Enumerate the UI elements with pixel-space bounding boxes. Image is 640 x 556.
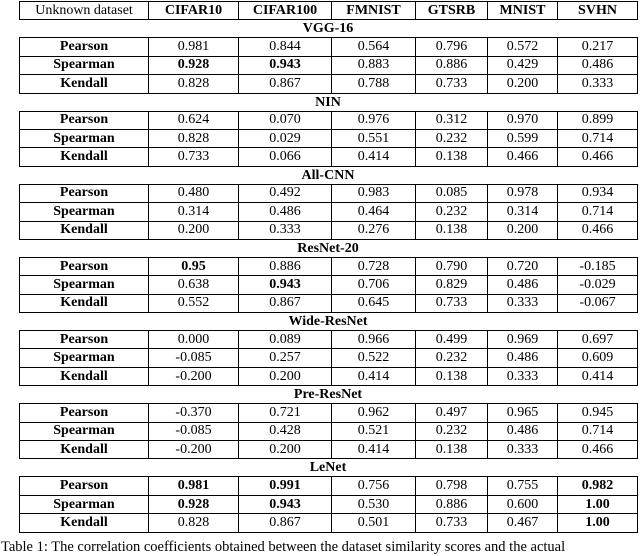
value-cell: 0.314 <box>149 203 239 221</box>
row-label: Spearman <box>20 422 149 440</box>
row-label: Spearman <box>20 56 149 74</box>
section-table-lenet <box>19 476 638 532</box>
value-cell: 0.200 <box>149 221 239 239</box>
value-cell: 0.530 <box>332 495 416 513</box>
value-cell: 0.467 <box>488 514 558 532</box>
table-row-pre-resnet-kendall <box>20 441 638 459</box>
row-label: Kendall <box>20 221 149 239</box>
header-gtsrb: GTSRB <box>416 2 488 20</box>
value-cell: 0.981 <box>149 38 239 56</box>
value-cell: 0.257 <box>239 349 332 367</box>
value-cell: 0.333 <box>488 441 558 459</box>
value-cell: 0.466 <box>558 441 638 459</box>
value-cell: 0.600 <box>488 495 558 513</box>
value-cell: 0.492 <box>239 184 332 202</box>
row-label: Pearson <box>20 111 149 129</box>
value-cell: 0.798 <box>416 477 488 495</box>
value-cell: 0.138 <box>416 221 488 239</box>
table-row-vgg-16-pearson <box>20 38 638 56</box>
value-cell: -0.085 <box>149 422 239 440</box>
table-row-nin-spearman <box>20 129 638 147</box>
value-cell: 0.066 <box>239 148 332 166</box>
row-label: Pearson <box>20 404 149 422</box>
row-label: Spearman <box>20 129 149 147</box>
value-cell: 0.965 <box>488 404 558 422</box>
table-row-vgg-16-spearman <box>20 56 638 74</box>
table-row-all-cnn-spearman <box>20 203 638 221</box>
value-cell: 0.333 <box>488 294 558 312</box>
value-cell: 0.333 <box>558 75 638 93</box>
value-cell: 0.414 <box>332 367 416 385</box>
value-cell: 0.829 <box>416 276 488 294</box>
value-cell: 0.943 <box>239 276 332 294</box>
header-row <box>20 2 638 20</box>
header-unknown-dataset: Unknown dataset <box>20 2 149 20</box>
value-cell: 0.333 <box>239 221 332 239</box>
value-cell: 0.928 <box>149 56 239 74</box>
table-row-resnet-20-kendall <box>20 294 638 312</box>
value-cell: 0.976 <box>332 111 416 129</box>
value-cell: 0.232 <box>416 422 488 440</box>
value-cell: 0.756 <box>332 477 416 495</box>
value-cell: 0.464 <box>332 203 416 221</box>
value-cell: 0.788 <box>332 75 416 93</box>
value-cell: 0.943 <box>239 56 332 74</box>
value-cell: 0.085 <box>416 184 488 202</box>
row-label: Pearson <box>20 38 149 56</box>
value-cell: 0.714 <box>558 203 638 221</box>
value-cell: 0.564 <box>332 38 416 56</box>
section-table-nin <box>19 111 638 167</box>
value-cell: 0.962 <box>332 404 416 422</box>
value-cell: 0.934 <box>558 184 638 202</box>
value-cell: 0.796 <box>416 38 488 56</box>
row-label: Kendall <box>20 294 149 312</box>
row-label: Spearman <box>20 349 149 367</box>
value-cell: 0.232 <box>416 349 488 367</box>
value-cell: 0.521 <box>332 422 416 440</box>
value-cell: 0.828 <box>149 75 239 93</box>
row-label: Kendall <box>20 148 149 166</box>
value-cell: -0.085 <box>149 349 239 367</box>
table-row-lenet-kendall <box>20 514 638 532</box>
value-cell: 0.714 <box>558 129 638 147</box>
value-cell: 0.497 <box>416 404 488 422</box>
value-cell: 0.276 <box>332 221 416 239</box>
value-cell: 0.486 <box>239 203 332 221</box>
value-cell: 0.522 <box>332 349 416 367</box>
header-mnist: MNIST <box>488 2 558 20</box>
section-title-lenet: LeNet <box>309 460 347 476</box>
row-label: Kendall <box>20 514 149 532</box>
value-cell: 0.200 <box>488 75 558 93</box>
value-cell: 0.232 <box>416 203 488 221</box>
value-cell: 0.499 <box>416 331 488 349</box>
section-table-vgg-16 <box>19 37 638 93</box>
section-title-wide-resnet: Wide-ResNet <box>288 314 368 330</box>
value-cell: 0.414 <box>332 441 416 459</box>
value-cell: 0.790 <box>416 257 488 275</box>
value-cell: 0.314 <box>488 203 558 221</box>
value-cell: 0.200 <box>239 367 332 385</box>
section-title-resnet-20: ResNet-20 <box>297 240 359 256</box>
section-title-all-cnn: All-CNN <box>301 167 355 183</box>
value-cell: 0.200 <box>488 221 558 239</box>
value-cell: 0.755 <box>488 477 558 495</box>
value-cell: -0.185 <box>558 257 638 275</box>
value-cell: 0.886 <box>239 257 332 275</box>
table-row-vgg-16-kendall <box>20 75 638 93</box>
value-cell: 0.867 <box>239 294 332 312</box>
value-cell: 0.638 <box>149 276 239 294</box>
row-label: Pearson <box>20 477 149 495</box>
value-cell: 0.138 <box>416 441 488 459</box>
value-cell: 0.599 <box>488 129 558 147</box>
value-cell: 0.945 <box>558 404 638 422</box>
value-cell: 0.982 <box>558 477 638 495</box>
value-cell: 0.95 <box>149 257 239 275</box>
value-cell: 0.720 <box>488 257 558 275</box>
value-cell: 0.883 <box>332 56 416 74</box>
header-fmnist: FMNIST <box>332 2 416 20</box>
header-cifar10: CIFAR10 <box>149 2 239 20</box>
table-row-wide-resnet-pearson <box>20 331 638 349</box>
row-label: Kendall <box>20 75 149 93</box>
value-cell: -0.370 <box>149 404 239 422</box>
value-cell: 0.624 <box>149 111 239 129</box>
value-cell: 0.978 <box>488 184 558 202</box>
section-title-pre-resnet: Pre-ResNet <box>293 387 363 403</box>
header-cifar100: CIFAR100 <box>239 2 332 20</box>
value-cell: 0.981 <box>149 477 239 495</box>
value-cell: 1.00 <box>558 514 638 532</box>
header-table <box>19 1 638 20</box>
value-cell: 0.899 <box>558 111 638 129</box>
value-cell: -0.200 <box>149 367 239 385</box>
row-label: Kendall <box>20 367 149 385</box>
header-svhn: SVHN <box>558 2 638 20</box>
section-table-wide-resnet <box>19 330 638 386</box>
value-cell: 0.733 <box>416 75 488 93</box>
value-cell: 0.070 <box>239 111 332 129</box>
value-cell: 0.991 <box>239 477 332 495</box>
value-cell: 0.232 <box>416 129 488 147</box>
row-label: Spearman <box>20 495 149 513</box>
table-row-nin-pearson <box>20 111 638 129</box>
value-cell: 0.501 <box>332 514 416 532</box>
value-cell: -0.200 <box>149 441 239 459</box>
table-row-nin-kendall <box>20 148 638 166</box>
value-cell: 0.486 <box>488 276 558 294</box>
value-cell: 0.721 <box>239 404 332 422</box>
table-row-all-cnn-pearson <box>20 184 638 202</box>
value-cell: 0.844 <box>239 38 332 56</box>
table-row-resnet-20-spearman <box>20 276 638 294</box>
value-cell: 0.138 <box>416 148 488 166</box>
value-cell: 0.312 <box>416 111 488 129</box>
value-cell: 0.714 <box>558 422 638 440</box>
value-cell: 0.428 <box>239 422 332 440</box>
value-cell: 0.966 <box>332 331 416 349</box>
section-title-nin: NIN <box>315 94 341 110</box>
value-cell: 0.429 <box>488 56 558 74</box>
value-cell: 0.217 <box>558 38 638 56</box>
row-label: Spearman <box>20 276 149 294</box>
section-table-all-cnn <box>19 184 638 240</box>
table-row-lenet-pearson <box>20 477 638 495</box>
table-row-all-cnn-kendall <box>20 221 638 239</box>
value-cell: 0.706 <box>332 276 416 294</box>
table-caption: Table 1: The correlation coefficients obtained between the dataset similarity scores and the actual <box>1 539 566 555</box>
value-cell: 0.414 <box>558 367 638 385</box>
value-cell: -0.029 <box>558 276 638 294</box>
value-cell: 0.138 <box>416 367 488 385</box>
row-label: Pearson <box>20 331 149 349</box>
value-cell: 0.029 <box>239 129 332 147</box>
value-cell: 1.00 <box>558 495 638 513</box>
value-cell: 0.572 <box>488 38 558 56</box>
value-cell: 0.466 <box>558 221 638 239</box>
table-row-resnet-20-pearson <box>20 257 638 275</box>
section-title-vgg-16: VGG-16 <box>302 21 354 37</box>
value-cell: 0.697 <box>558 331 638 349</box>
value-cell: 0.733 <box>416 514 488 532</box>
value-cell: 0.886 <box>416 495 488 513</box>
value-cell: -0.067 <box>558 294 638 312</box>
value-cell: 0.733 <box>149 148 239 166</box>
value-cell: 0.609 <box>558 349 638 367</box>
value-cell: 0.200 <box>239 441 332 459</box>
value-cell: 0.551 <box>332 129 416 147</box>
value-cell: 0.486 <box>558 56 638 74</box>
section-table-pre-resnet <box>19 403 638 459</box>
value-cell: 0.867 <box>239 75 332 93</box>
table-row-lenet-spearman <box>20 495 638 513</box>
table-row-wide-resnet-kendall <box>20 367 638 385</box>
value-cell: 0.867 <box>239 514 332 532</box>
value-cell: 0.486 <box>488 422 558 440</box>
value-cell: 0.928 <box>149 495 239 513</box>
row-label: Kendall <box>20 441 149 459</box>
section-table-resnet-20 <box>19 257 638 313</box>
value-cell: 0.486 <box>488 349 558 367</box>
value-cell: 0.089 <box>239 331 332 349</box>
table-row-pre-resnet-spearman <box>20 422 638 440</box>
row-label: Pearson <box>20 184 149 202</box>
value-cell: 0.466 <box>558 148 638 166</box>
value-cell: 0.645 <box>332 294 416 312</box>
value-cell: 0.969 <box>488 331 558 349</box>
value-cell: 0.414 <box>332 148 416 166</box>
value-cell: 0.733 <box>416 294 488 312</box>
value-cell: 0.970 <box>488 111 558 129</box>
row-label: Pearson <box>20 257 149 275</box>
value-cell: 0.886 <box>416 56 488 74</box>
value-cell: 0.943 <box>239 495 332 513</box>
value-cell: 0.828 <box>149 514 239 532</box>
value-cell: 0.480 <box>149 184 239 202</box>
row-label: Spearman <box>20 203 149 221</box>
value-cell: 0.000 <box>149 331 239 349</box>
value-cell: 0.466 <box>488 148 558 166</box>
table-row-pre-resnet-pearson <box>20 404 638 422</box>
value-cell: 0.828 <box>149 129 239 147</box>
value-cell: 0.552 <box>149 294 239 312</box>
correlation-table <box>19 1 637 533</box>
value-cell: 0.728 <box>332 257 416 275</box>
value-cell: 0.333 <box>488 367 558 385</box>
table-row-wide-resnet-spearman <box>20 349 638 367</box>
value-cell: 0.983 <box>332 184 416 202</box>
